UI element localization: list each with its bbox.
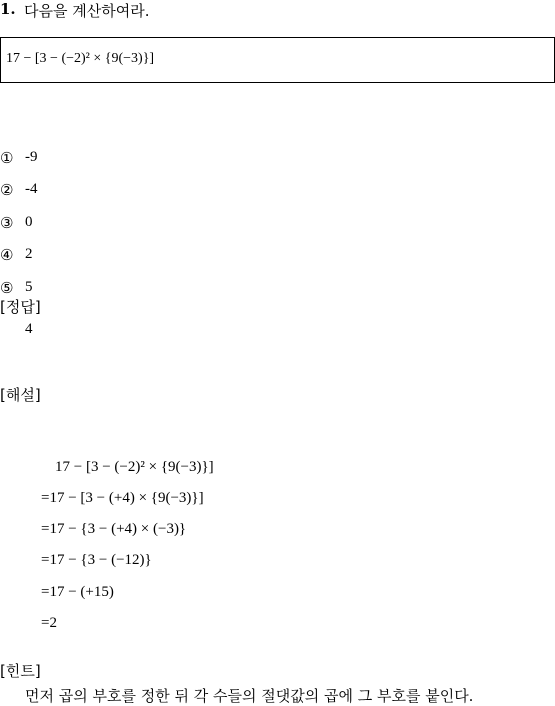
- choice-1-mark: ①: [0, 149, 14, 167]
- solution-step-6: =2: [41, 615, 57, 631]
- choice-5-mark: ⑤: [0, 279, 14, 297]
- answer-label: [정답]: [0, 298, 41, 316]
- choice-3-value: 0: [25, 214, 33, 230]
- choice-3-mark: ③: [0, 214, 14, 232]
- solution-step-1: 17 − [3 − (−2)² × {9(−3)}]: [55, 459, 214, 475]
- choice-2-mark: ②: [0, 181, 14, 199]
- choice-1-value: -9: [25, 149, 38, 165]
- choice-2-value: -4: [25, 181, 38, 197]
- choice-5-value: 5: [25, 279, 33, 295]
- question-prompt: 다음을 계산하여라.: [24, 2, 150, 20]
- solution-step-2: =17 − [3 − (+4) × {9(−3)}]: [41, 490, 204, 506]
- solution-label: [해설]: [0, 386, 41, 404]
- answer-value: 4: [25, 321, 33, 337]
- choice-4-mark: ④: [0, 246, 14, 264]
- solution-step-5: =17 − (+15): [41, 584, 114, 600]
- hint-text: 먼저 곱의 부호를 정한 뒤 각 수들의 절댓값의 곱에 그 부호를 붙인다.: [25, 687, 474, 705]
- question-number: 1.: [0, 0, 16, 18]
- choice-4-value: 2: [25, 246, 33, 262]
- problem-expression: 17 − [3 − (−2)² × {9(−3)}]: [6, 51, 155, 66]
- solution-step-3: =17 − {3 − (+4) × (−3)}: [41, 521, 187, 537]
- hint-label: [힌트]: [0, 662, 41, 680]
- solution-step-4: =17 − {3 − (−12)}: [41, 552, 152, 568]
